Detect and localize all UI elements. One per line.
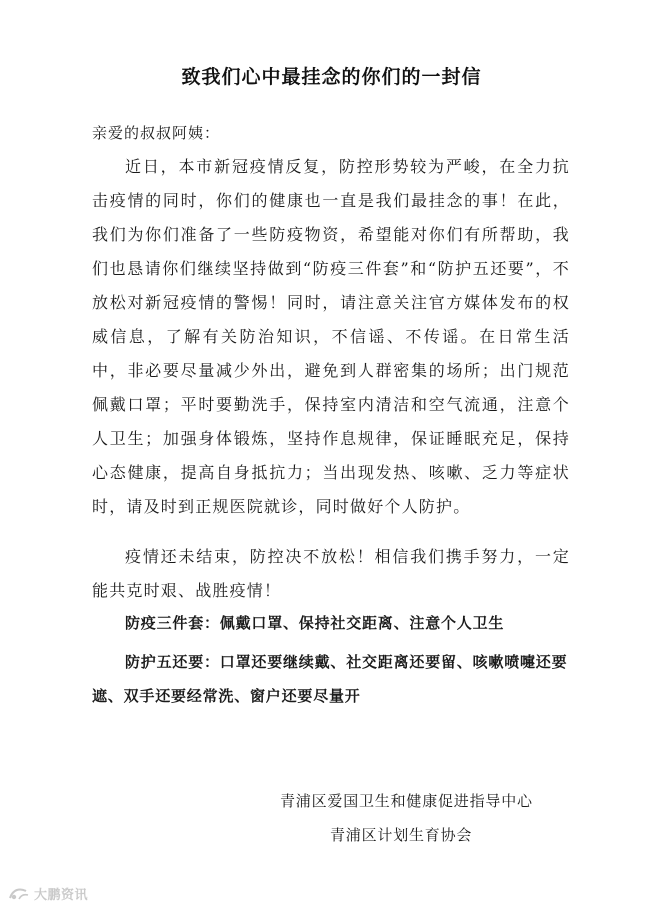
letter-title: 致我们心中最挂念的你们的一封信 [181,66,482,88]
body-paragraph-1: 近日，本市新冠疫情反复，防控形势较为严峻，在全力抗击疫情的同时，你们的健康也一直是我们最挂念的事！在此，我们为你们准备了一些防疫物资，希望能对你们有所帮助，我们也恳请你们继续坚持做到“防疫三件套”和“防护五还要”，不放松对新冠疫情的警惕！同时，请注意关注官方媒体发布的权威信息，了解有关防治知识，不信谣、不传谣。在日常生活中，非必要尽量减少外出，避免到人群密集的场所；出门规范佩戴口罩；平时要勤洗手，保持室内清洁和空气流通，注意个人卫生；加强身体锻炼，坚持作息规律，保证睡眠充足，保持心态健康，提高自身抵抗力；当出现发热、咳嗽、乏力等症状时，请及时到正规医院就诊，同时做好个人防护。 [92,157,570,516]
watermark-text: 大鹏资讯 [34,888,89,903]
key-point-three-measures: 防疫三件套：佩戴口罩、保持社交距离、注意个人卫生 [125,614,505,632]
key-point-five-musts: 防护五还要：口罩还要继续戴、社交距离还要留、咳嗽喷嚏还要遮、双手还要经常洗、窗户还要尽量开 [92,653,568,705]
watermark-logo-icon [8,886,30,902]
body-paragraph-2: 疫情还未结束，防控决不放松！相信我们携手努力，一定能共克时艰、战胜疫情！ [92,547,570,600]
signature-org-1: 青浦区爱国卫生和健康促进指导中心 [280,792,533,810]
watermark [8,884,88,903]
signature-org-2: 青浦区计划生育协会 [330,826,473,844]
salutation: 亲爱的叔叔阿姨： [92,124,221,142]
